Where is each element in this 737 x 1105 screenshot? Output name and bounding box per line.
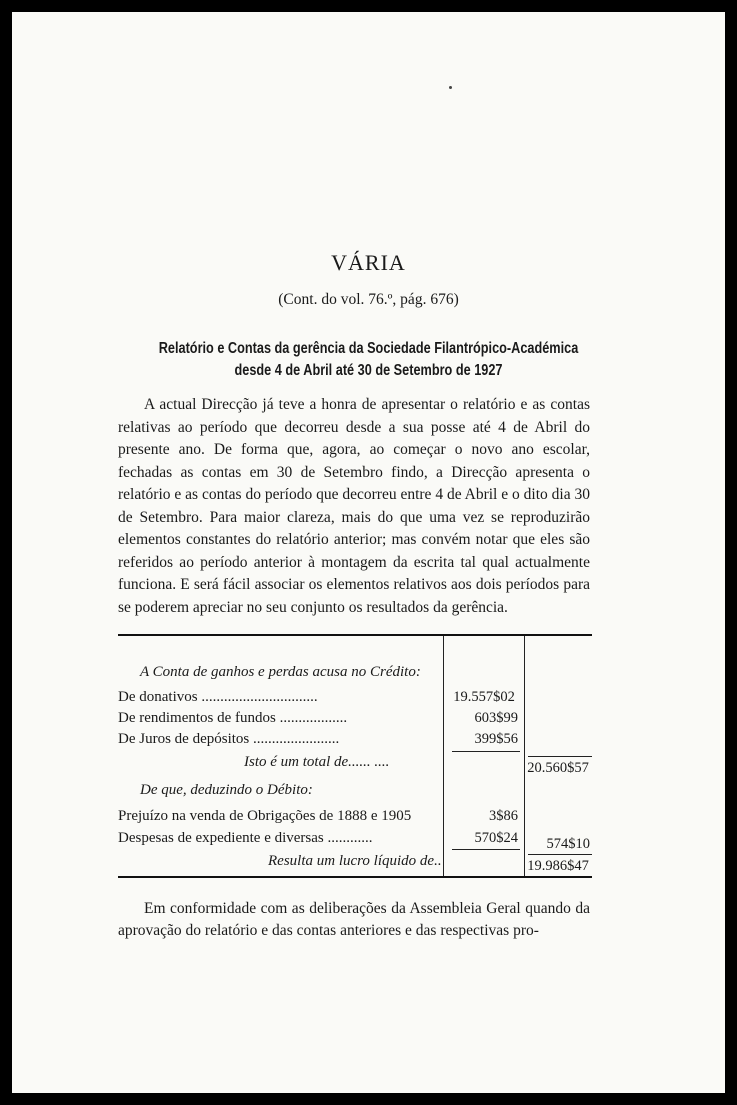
result-value: 19.986$47 bbox=[527, 858, 589, 874]
debit-item-label: Despesas de expediente e diversas ............ bbox=[118, 830, 373, 846]
debit-total-value: 574$10 bbox=[546, 836, 590, 852]
debit-item-value: 3$86 bbox=[489, 808, 518, 824]
credit-item-value: 19.557$02 bbox=[453, 689, 515, 705]
credit-item-label: De rendimentos de fundos .................. bbox=[118, 710, 348, 726]
credit-item-label: De donativos ............................... bbox=[118, 689, 318, 705]
document-page bbox=[12, 12, 725, 1093]
table-bottom-rule bbox=[118, 876, 592, 878]
credit-total-label: Isto é um total de...... .... bbox=[244, 754, 390, 770]
section-title: VÁRIA bbox=[331, 250, 406, 275]
report-heading-line-1: Relatório e Contas da gerência da Sociedade Filantrópico-Académica bbox=[158, 340, 579, 357]
accounts-table bbox=[118, 634, 592, 884]
credit-total-value: 20.560$57 bbox=[527, 760, 589, 776]
report-heading bbox=[76, 338, 661, 382]
total-rule bbox=[528, 854, 592, 855]
report-heading-line-2: desde 4 de Abril até 30 de Setembro de 1927 bbox=[234, 362, 503, 379]
credit-item-value: 399$56 bbox=[474, 731, 518, 747]
subtotal-rule bbox=[452, 751, 520, 752]
credit-header: A Conta de ganhos e perdas acusa no Crédito: bbox=[140, 664, 421, 680]
credit-item-value: 603$99 bbox=[474, 710, 518, 726]
intro-paragraph: A actual Direcção já teve a honra de apresentar o relatório e as contas relativas ao período que decorreu desde a sua posse até 4 de Abril do presente ano. De forma que, agora, ao começar o novo ano escolar, fechadas as contas em 30 de Setembro findo, a Direcção apresenta o relatório e as contas do período que decorreu entre 4 de Abril e o dito dia 30 de Setembro. Para maior clareza, mais do que uma vez se reproduzirão elementos constantes do relatório anterior; mas convém notar que eles são referidos ao período anterior à montagem da escrita tal qual actualmente funciona. E será fácil associar os elementos relativos aos dois períodos para se poderem apreciar no seu conjunto os resultados da gerência. bbox=[118, 396, 590, 616]
debit-header: De que, deduzindo o Débito: bbox=[140, 782, 313, 798]
continuation-note: (Cont. do vol. 76.º, pág. 676) bbox=[278, 291, 459, 308]
table-top-rule bbox=[118, 634, 592, 636]
debit-item-value: 570$24 bbox=[474, 830, 518, 846]
ink-speck bbox=[449, 86, 452, 89]
subtotal-rule bbox=[452, 849, 520, 850]
credit-item-label: De Juros de depósitos ....................... bbox=[118, 731, 340, 747]
debit-item-label: Prejuízo na venda de Obrigações de 1888 e 1905 bbox=[118, 808, 412, 824]
closing-paragraph: Em conformidade com as deliberações da Assembleia Geral quando da aprovação do relatório e das contas anteriores e das respectivas pro- bbox=[118, 900, 590, 939]
total-rule bbox=[528, 756, 592, 757]
result-label: Resulta um lucro líquido de.. bbox=[268, 853, 442, 869]
